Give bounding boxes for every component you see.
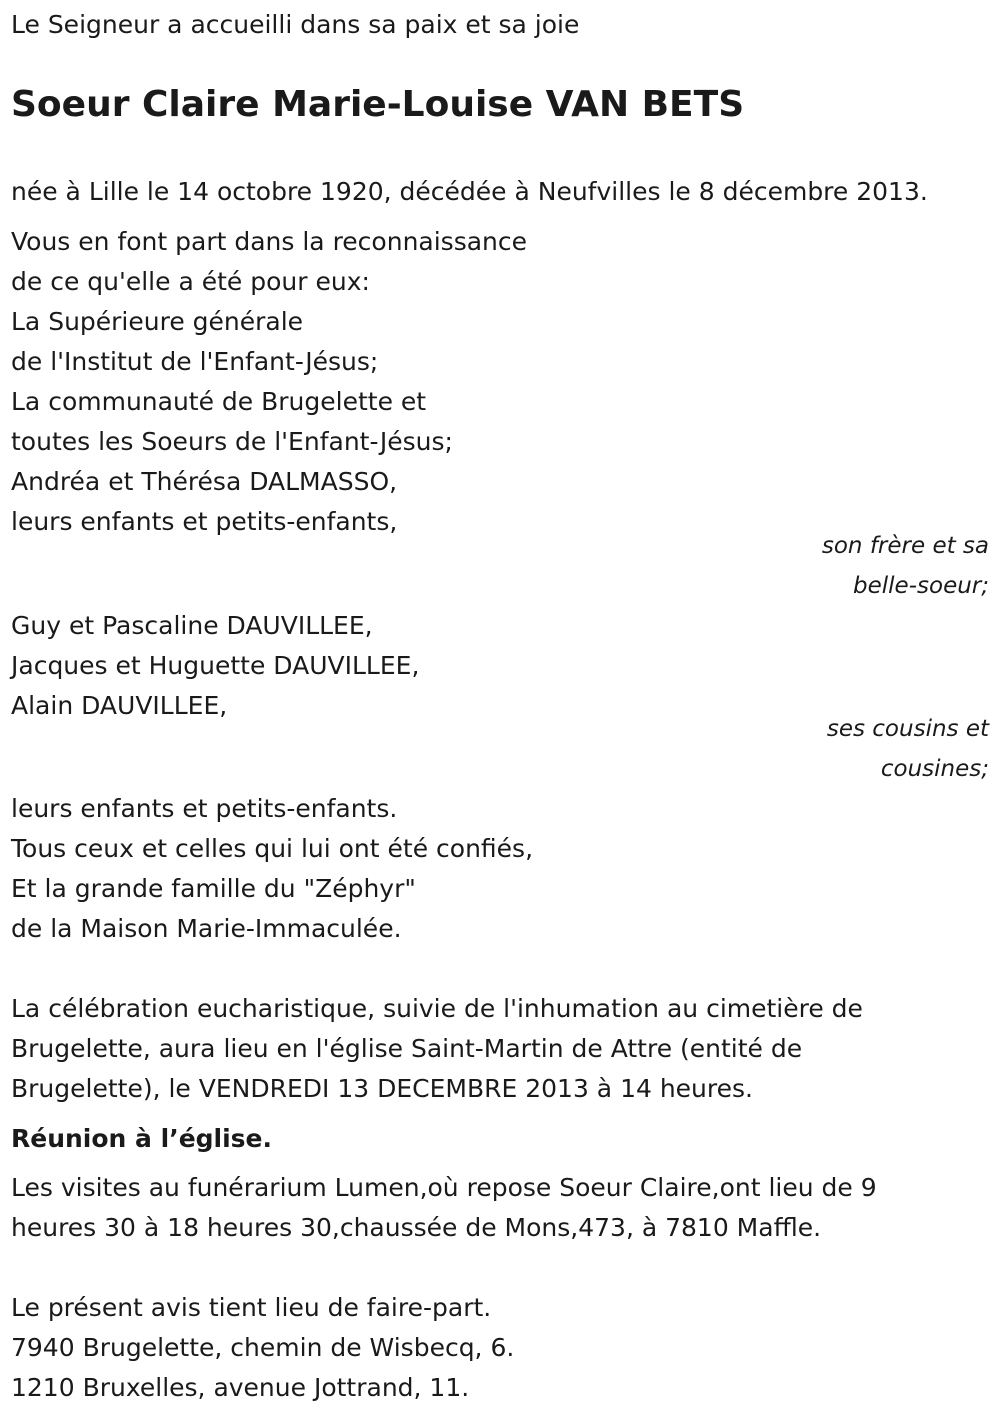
- birth-death-line: née à Lille le 14 octobre 1920, décédée à Neufvilles le 8 décembre 2013.: [11, 177, 928, 206]
- family-line: Tous ceux et celles qui lui ont été confiés,: [11, 834, 534, 863]
- family-line: leurs enfants et petits-enfants,: [11, 507, 398, 536]
- family-line: Andréa et Thérésa DALMASSO,: [11, 467, 398, 496]
- meeting-note: Réunion à l’église.: [11, 1124, 273, 1153]
- family-line: Et la grande famille du "Zéphyr": [11, 874, 416, 903]
- family-line: Jacques et Huguette DAUVILLEE,: [11, 651, 420, 680]
- relation-label: cousines;: [880, 756, 989, 782]
- family-line: Vous en font part dans la reconnaissance: [11, 227, 528, 256]
- visits-text: Les visites au funérarium Lumen,où repose Soeur Claire,ont lieu de 9: [11, 1173, 877, 1202]
- relation-label: belle-soeur;: [853, 573, 989, 599]
- address-line: 7940 Brugelette, chemin de Wisbecq, 6.: [11, 1333, 515, 1362]
- intro-line: Le Seigneur a accueilli dans sa paix et sa joie: [11, 10, 580, 39]
- visits-text: heures 30 à 18 heures 30,chaussée de Mons,473, à 7810 Maffle.: [11, 1213, 822, 1242]
- family-line: La communauté de Brugelette et: [11, 387, 427, 416]
- family-line: de ce qu'elle a été pour eux:: [11, 267, 370, 296]
- relation-label: son frère et sa: [821, 533, 989, 559]
- family-line: de la Maison Marie-Immaculée.: [11, 914, 402, 943]
- family-line: Alain DAUVILLEE,: [11, 691, 228, 720]
- ceremony-text: La célébration eucharistique, suivie de l'inhumation au cimetière de: [11, 994, 863, 1023]
- family-line: de l'Institut de l'Enfant-Jésus;: [11, 347, 379, 376]
- closing-line: Le présent avis tient lieu de faire-part.: [11, 1293, 492, 1322]
- family-line: leurs enfants et petits-enfants.: [11, 794, 398, 823]
- ceremony-text: Brugelette, aura lieu en l'église Saint-Martin de Attre (entité de: [11, 1034, 803, 1063]
- family-line: Guy et Pascaline DAUVILLEE,: [11, 611, 373, 640]
- ceremony-text: Brugelette), le VENDREDI 13 DECEMBRE 2013 à 14 heures.: [11, 1074, 753, 1103]
- family-line: toutes les Soeurs de l'Enfant-Jésus;: [11, 427, 453, 456]
- family-line: La Supérieure générale: [11, 307, 304, 336]
- relation-label: ses cousins et: [826, 716, 989, 742]
- address-line: 1210 Bruxelles, avenue Jottrand, 11.: [11, 1373, 470, 1402]
- deceased-name: Soeur Claire Marie-Louise VAN BETS: [11, 84, 745, 125]
